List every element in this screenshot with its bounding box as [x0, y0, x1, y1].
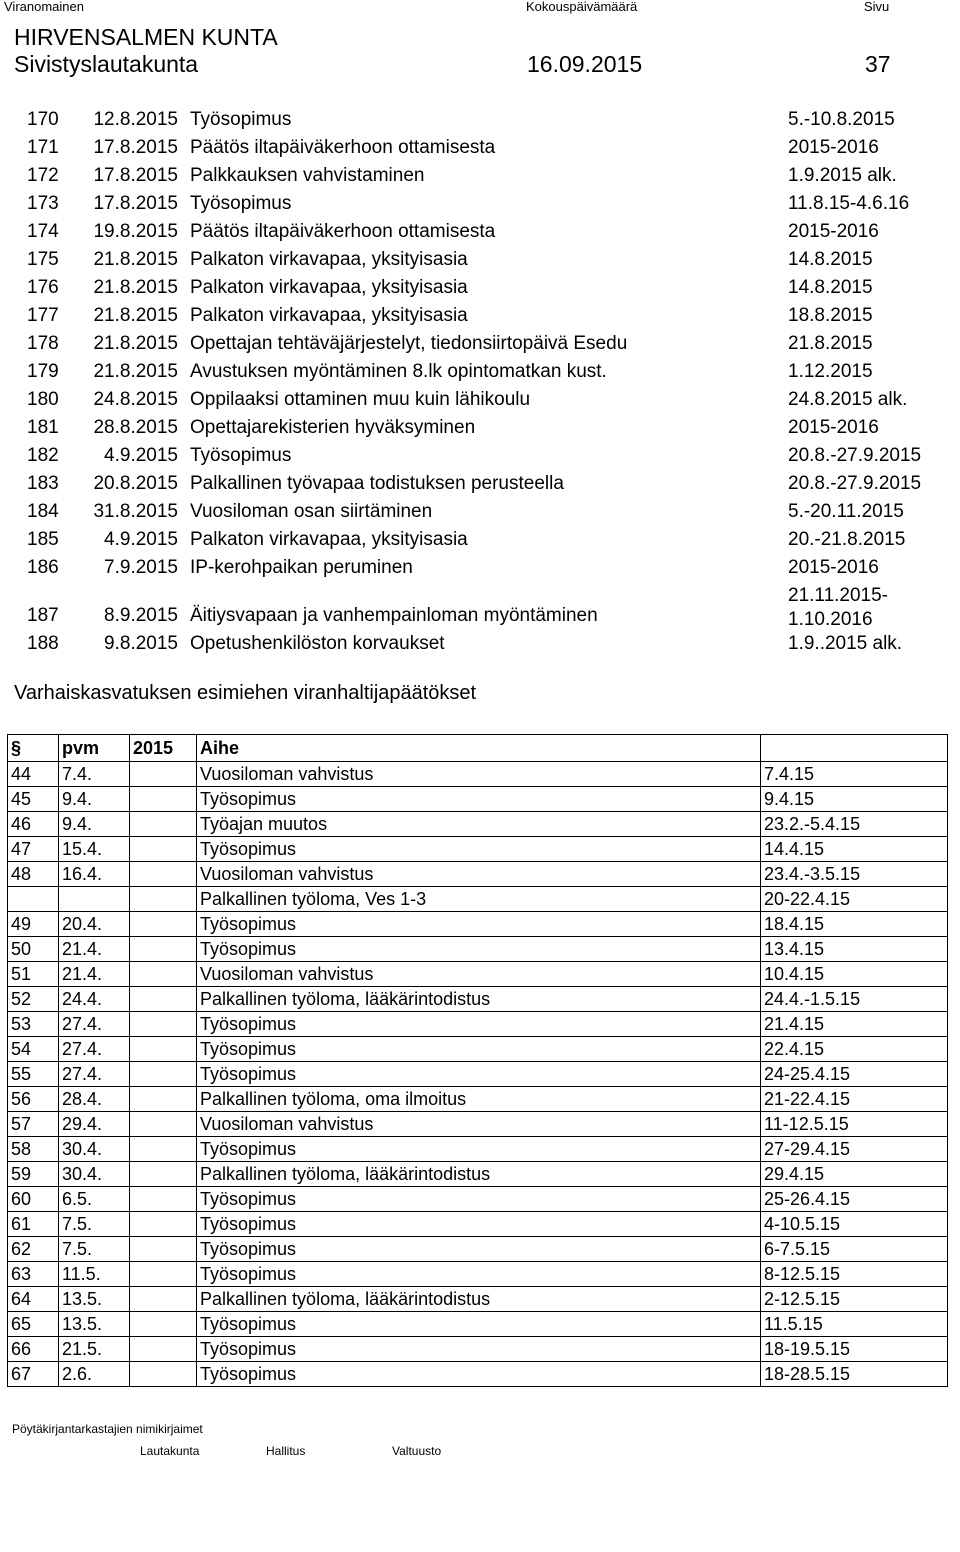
decision-row: [0, 526, 960, 554]
decision-subject: Työsopimus: [190, 445, 292, 466]
decision-row: [0, 582, 960, 630]
decision-subject: Päätös iltapäiväkerhoon ottamisesta: [190, 221, 496, 242]
row-period: 25-26.4.15: [761, 1187, 948, 1212]
row-date: 29.4.: [59, 1112, 130, 1137]
page-number: 37: [865, 51, 891, 77]
row-period: 23.2.-5.4.15: [761, 812, 948, 837]
decision-date: 19.8.2015: [93, 221, 178, 242]
decision-validity: 18.8.2015: [788, 305, 873, 326]
table-row: [8, 987, 948, 1012]
decision-date: 24.8.2015: [93, 389, 178, 410]
decision-date: 17.8.2015: [93, 165, 178, 186]
decision-date: 21.8.2015: [93, 333, 178, 354]
row-subject: Vuosiloman vahvistus: [197, 1112, 761, 1137]
row-subject: Palkallinen työloma, Ves 1-3: [197, 887, 761, 912]
decision-number: 181: [27, 417, 59, 438]
row-date: 27.4.: [59, 1012, 130, 1037]
page-label: Sivu: [864, 0, 890, 14]
row-period: 24-25.4.15: [761, 1062, 948, 1087]
row-subject: Työsopimus: [197, 1262, 761, 1287]
row-period: 11-12.5.15: [761, 1112, 948, 1137]
decision-number: 183: [27, 473, 59, 494]
row-empty: [130, 887, 197, 912]
row-period: 18.4.15: [761, 912, 948, 937]
row-number: 60: [8, 1187, 59, 1212]
table-row: [8, 937, 948, 962]
row-empty: [130, 1212, 197, 1237]
table-row: [8, 762, 948, 787]
header-date: pvm: [59, 735, 130, 762]
row-empty: [130, 912, 197, 937]
table-row: [8, 1187, 948, 1212]
row-subject: Työsopimus: [197, 787, 761, 812]
decision-subject: Opettajarekisterien hyväksyminen: [190, 417, 476, 438]
decision-row: [0, 330, 960, 358]
header-labels: [0, 0, 960, 14]
decision-number: 185: [27, 529, 59, 550]
decision-number: 170: [27, 109, 59, 130]
row-subject: Työsopimus: [197, 1037, 761, 1062]
row-date: 30.4.: [59, 1137, 130, 1162]
row-date: 13.5.: [59, 1312, 130, 1337]
row-date: 21.4.: [59, 962, 130, 987]
decision-validity: 2015-2016: [788, 557, 879, 578]
row-number: 52: [8, 987, 59, 1012]
row-empty: [130, 1012, 197, 1037]
table-row: [8, 1012, 948, 1037]
row-empty: [130, 1112, 197, 1137]
row-empty: [130, 812, 197, 837]
row-date: 13.5.: [59, 1287, 130, 1312]
row-period: 2-12.5.15: [761, 1287, 948, 1312]
row-number: 62: [8, 1237, 59, 1262]
row-empty: [130, 962, 197, 987]
row-date: 30.4.: [59, 1162, 130, 1187]
decision-number: 178: [27, 333, 59, 354]
table-row: [8, 787, 948, 812]
decision-date: 4.9.2015: [104, 445, 178, 466]
decision-subject: Oppilaaksi ottaminen muu kuin lähikoulu: [190, 389, 531, 410]
row-subject: Työsopimus: [197, 1362, 761, 1387]
decision-subject: Avustuksen myöntäminen 8.lk opintomatkan kust.: [190, 361, 607, 382]
decision-subject: Vuosiloman osan siirtäminen: [190, 501, 433, 522]
row-period: 14.4.15: [761, 837, 948, 862]
decision-validity: 1.9.2015 alk.: [788, 165, 897, 186]
row-number: 51: [8, 962, 59, 987]
decision-row: [0, 106, 960, 134]
table-row: [8, 1087, 948, 1112]
row-period: 8-12.5.15: [761, 1262, 948, 1287]
row-number: 56: [8, 1087, 59, 1112]
row-period: 23.4.-3.5.15: [761, 862, 948, 887]
decision-validity: 14.8.2015: [788, 277, 873, 298]
row-subject: Palkallinen työloma, lääkärintodistus: [197, 987, 761, 1012]
row-date: 9.4.: [59, 787, 130, 812]
row-date: 9.4.: [59, 812, 130, 837]
row-number: 50: [8, 937, 59, 962]
row-period: 6-7.5.15: [761, 1237, 948, 1262]
decision-validity: 2015-2016: [788, 137, 879, 158]
decision-date: 21.8.2015: [93, 305, 178, 326]
decision-number: 182: [27, 445, 59, 466]
decision-date: 21.8.2015: [93, 361, 178, 382]
row-empty: [130, 837, 197, 862]
row-empty: [130, 987, 197, 1012]
decision-date: 17.8.2015: [93, 137, 178, 158]
row-subject: Työsopimus: [197, 1187, 761, 1212]
row-number: [8, 887, 59, 912]
decision-validity: [788, 584, 888, 632]
row-subject: Työsopimus: [197, 837, 761, 862]
decision-validity: 20.8.-27.9.2015: [788, 473, 922, 494]
row-number: 57: [8, 1112, 59, 1137]
footer-government-label: Hallitus: [266, 1444, 306, 1458]
decision-subject: Opettajan tehtäväjärjestelyt, tiedonsiirtopäivä Esedu: [190, 333, 628, 354]
row-subject: Työsopimus: [197, 1137, 761, 1162]
row-date: 21.4.: [59, 937, 130, 962]
row-number: 46: [8, 812, 59, 837]
row-number: 59: [8, 1162, 59, 1187]
decision-subject: Palkaton virkavapaa, yksityisasia: [190, 305, 468, 326]
row-subject: Työsopimus: [197, 937, 761, 962]
decision-number: 176: [27, 277, 59, 298]
decision-row: [0, 386, 960, 414]
row-empty: [130, 1087, 197, 1112]
row-subject: Vuosiloman vahvistus: [197, 862, 761, 887]
decision-validity: 5.-20.11.2015: [788, 501, 904, 522]
row-subject: Työsopimus: [197, 1337, 761, 1362]
row-empty: [130, 1312, 197, 1337]
row-number: 48: [8, 862, 59, 887]
table-row: [8, 1112, 948, 1137]
row-number: 58: [8, 1137, 59, 1162]
row-subject: Vuosiloman vahvistus: [197, 762, 761, 787]
decision-date: 7.9.2015: [104, 557, 178, 578]
decision-number: 173: [27, 193, 59, 214]
signature-label: Pöytäkirjantarkastajien nimikirjaimet: [12, 1422, 203, 1436]
row-empty: [130, 1237, 197, 1262]
header-period: [761, 735, 948, 762]
decision-subject: Työsopimus: [190, 109, 292, 130]
footer-council-label: Valtuusto: [392, 1444, 442, 1458]
decision-number: 175: [27, 249, 59, 270]
decision-row: [0, 442, 960, 470]
row-period: 10.4.15: [761, 962, 948, 987]
decision-date: 31.8.2015: [93, 501, 178, 522]
row-number: 61: [8, 1212, 59, 1237]
row-subject: Työsopimus: [197, 1062, 761, 1087]
decision-date: 12.8.2015: [93, 109, 178, 130]
row-subject: Työsopimus: [197, 1012, 761, 1037]
decision-date: 9.8.2015: [104, 633, 178, 654]
table-row: [8, 962, 948, 987]
decision-row: [0, 498, 960, 526]
row-period: 11.5.15: [761, 1312, 948, 1337]
decision-subject: Palkaton virkavapaa, yksityisasia: [190, 249, 468, 270]
row-number: 64: [8, 1287, 59, 1312]
row-subject: Työajan muutos: [197, 812, 761, 837]
table-row: [8, 1137, 948, 1162]
row-period: 29.4.15: [761, 1162, 948, 1187]
row-date: 6.5.: [59, 1187, 130, 1212]
decision-row: [0, 630, 960, 658]
row-period: 4-10.5.15: [761, 1212, 948, 1237]
row-subject: Työsopimus: [197, 1312, 761, 1337]
row-number: 53: [8, 1012, 59, 1037]
decision-validity: 5.-10.8.2015: [788, 109, 895, 130]
row-empty: [130, 787, 197, 812]
decision-number: 187: [27, 605, 59, 626]
table-row: [8, 1062, 948, 1087]
table-row: [8, 1312, 948, 1337]
decision-subject: Opetushenkilöston korvaukset: [190, 633, 445, 654]
row-empty: [130, 1337, 197, 1362]
decision-date: 4.9.2015: [104, 529, 178, 550]
row-subject: Palkallinen työloma, lääkärintodistus: [197, 1162, 761, 1187]
meeting-date: 16.09.2015: [527, 51, 643, 77]
table-row: [8, 887, 948, 912]
table-row: [8, 912, 948, 937]
row-date: 27.4.: [59, 1062, 130, 1087]
decision-number: 180: [27, 389, 59, 410]
table-row: [8, 1237, 948, 1262]
header-subject: Aihe: [197, 735, 761, 762]
row-period: 18-19.5.15: [761, 1337, 948, 1362]
table-row: [8, 1362, 948, 1387]
decision-row: [0, 554, 960, 582]
row-period: 7.4.15: [761, 762, 948, 787]
decision-subject: IP-kerohpaikan peruminen: [190, 557, 413, 578]
table-row: [8, 1287, 948, 1312]
row-date: 20.4.: [59, 912, 130, 937]
row-date: 11.5.: [59, 1262, 130, 1287]
decision-date: 20.8.2015: [93, 473, 178, 494]
decision-validity: 24.8.2015 alk.: [788, 389, 908, 410]
table-row: [8, 862, 948, 887]
row-empty: [130, 1187, 197, 1212]
decision-list: [0, 106, 960, 658]
decision-number: 172: [27, 165, 59, 186]
table-row: [8, 1212, 948, 1237]
row-subject: Vuosiloman vahvistus: [197, 962, 761, 987]
decision-subject: Palkallinen työvapaa todistuksen perusteella: [190, 473, 564, 494]
row-subject: Työsopimus: [197, 912, 761, 937]
row-number: 54: [8, 1037, 59, 1062]
row-subject: Palkallinen työloma, lääkärintodistus: [197, 1287, 761, 1312]
header-section-sign: §: [8, 735, 59, 762]
section-title: Varhaiskasvatuksen esimiehen viranhaltijapäätökset: [14, 682, 477, 704]
table-row: [8, 1162, 948, 1187]
footer-board-label: Lautakunta: [140, 1444, 200, 1458]
row-date: 7.4.: [59, 762, 130, 787]
row-period: 27-29.4.15: [761, 1137, 948, 1162]
row-subject: Työsopimus: [197, 1212, 761, 1237]
decision-subject: Palkaton virkavapaa, yksityisasia: [190, 529, 468, 550]
row-subject: Työsopimus: [197, 1237, 761, 1262]
table-row: [8, 837, 948, 862]
board-name: Sivistyslautakunta: [14, 51, 199, 77]
row-date: 2.6.: [59, 1362, 130, 1387]
row-empty: [130, 1037, 197, 1062]
decision-row: [0, 190, 960, 218]
table-row: [8, 1037, 948, 1062]
decision-date: 8.9.2015: [104, 605, 178, 626]
decision-validity: 2015-2016: [788, 417, 879, 438]
row-empty: [130, 1287, 197, 1312]
decision-validity: 14.8.2015: [788, 249, 873, 270]
decision-subject: Päätös iltapäiväkerhoon ottamisesta: [190, 137, 496, 158]
row-number: 67: [8, 1362, 59, 1387]
decision-date: 17.8.2015: [93, 193, 178, 214]
decision-validity: 20.-21.8.2015: [788, 529, 906, 550]
row-period: 20-22.4.15: [761, 887, 948, 912]
row-empty: [130, 1362, 197, 1387]
decision-validity: 21.8.2015: [788, 333, 873, 354]
row-number: 66: [8, 1337, 59, 1362]
row-empty: [130, 762, 197, 787]
decision-validity: 1.9..2015 alk.: [788, 633, 903, 654]
decision-number: 177: [27, 305, 59, 326]
decision-validity: 2015-2016: [788, 221, 879, 242]
row-date: 27.4.: [59, 1037, 130, 1062]
decision-row: [0, 218, 960, 246]
decision-row: [0, 470, 960, 498]
table-row: [8, 812, 948, 837]
decision-number: 171: [27, 137, 59, 158]
decision-validity-line: 21.11.2015-: [788, 585, 889, 606]
decision-row: [0, 302, 960, 330]
decision-row: [0, 246, 960, 274]
row-subject: Palkallinen työloma, oma ilmoitus: [197, 1087, 761, 1112]
meeting-date-label: Kokouspäivämäärä: [526, 0, 638, 14]
row-period: 22.4.15: [761, 1037, 948, 1062]
organization-name: HIRVENSALMEN KUNTA: [14, 24, 278, 50]
table-header-row: [8, 735, 948, 762]
decision-row: [0, 274, 960, 302]
row-empty: [130, 937, 197, 962]
decision-subject: Palkaton virkavapaa, yksityisasia: [190, 277, 468, 298]
row-number: 65: [8, 1312, 59, 1337]
row-period: 13.4.15: [761, 937, 948, 962]
decision-number: 179: [27, 361, 59, 382]
row-empty: [130, 1137, 197, 1162]
decision-date: 28.8.2015: [93, 417, 178, 438]
decision-date: 21.8.2015: [93, 277, 178, 298]
table-row: [8, 1262, 948, 1287]
row-date: 24.4.: [59, 987, 130, 1012]
row-date: [59, 887, 130, 912]
row-number: 55: [8, 1062, 59, 1087]
decision-row: [0, 414, 960, 442]
row-date: 21.5.: [59, 1337, 130, 1362]
row-empty: [130, 862, 197, 887]
decision-row: [0, 162, 960, 190]
decision-date: 21.8.2015: [93, 249, 178, 270]
decisions-table: [7, 734, 948, 1387]
decision-number: 184: [27, 501, 59, 522]
row-date: 16.4.: [59, 862, 130, 887]
row-number: 47: [8, 837, 59, 862]
decision-validity: 20.8.-27.9.2015: [788, 445, 922, 466]
header-year: 2015: [130, 735, 197, 762]
decision-subject: Työsopimus: [190, 193, 292, 214]
row-date: 7.5.: [59, 1237, 130, 1262]
decision-validity-line: 1.10.2016: [788, 609, 873, 630]
row-period: 21.4.15: [761, 1012, 948, 1037]
decision-number: 174: [27, 221, 59, 242]
row-date: 7.5.: [59, 1212, 130, 1237]
row-number: 45: [8, 787, 59, 812]
decision-subject: Palkkauksen vahvistaminen: [190, 165, 425, 186]
row-period: 21-22.4.15: [761, 1087, 948, 1112]
row-empty: [130, 1062, 197, 1087]
decision-subject: Äitiysvapaan ja vanhempainloman myöntäminen: [190, 605, 598, 626]
row-empty: [130, 1262, 197, 1287]
row-empty: [130, 1162, 197, 1187]
row-period: 9.4.15: [761, 787, 948, 812]
decision-number: 188: [27, 633, 59, 654]
decision-number: 186: [27, 557, 59, 578]
row-period: 18-28.5.15: [761, 1362, 948, 1387]
table-row: [8, 1337, 948, 1362]
decision-row: [0, 134, 960, 162]
decision-row: [0, 358, 960, 386]
row-period: 24.4.-1.5.15: [761, 987, 948, 1012]
row-number: 63: [8, 1262, 59, 1287]
authority-label: Viranomainen: [4, 0, 84, 14]
decision-validity: 1.12.2015: [788, 361, 873, 382]
row-date: 28.4.: [59, 1087, 130, 1112]
row-number: 44: [8, 762, 59, 787]
row-date: 15.4.: [59, 837, 130, 862]
decision-validity: 11.8.15-4.6.16: [788, 193, 910, 214]
row-number: 49: [8, 912, 59, 937]
